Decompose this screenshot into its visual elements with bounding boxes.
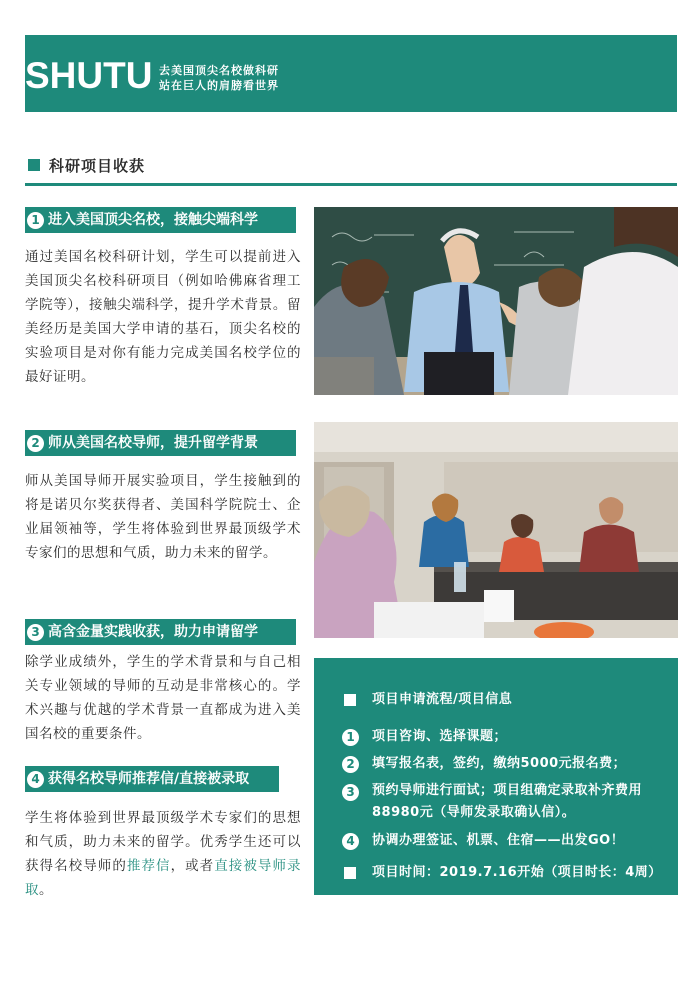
item-4-heading-text: 获得名校导师推荐信/直接被录取: [48, 771, 250, 787]
tagline-line-2: 站在巨人的肩膀看世界: [159, 79, 279, 92]
item-4-text-a: 学生将体验到世界最顶级学术专家们的思想和气质，助力未来的留学。优秀学生还可以获得名校导师的: [25, 810, 301, 874]
number-3-icon: 3: [27, 624, 44, 641]
square-bullet-icon: [344, 694, 356, 706]
logo: SHUTU: [25, 55, 153, 96]
step-2-text: 填写报名表，签约，缴纳5000元报名费；: [372, 756, 627, 771]
item-1-heading-text: 进入美国顶尖名校，接触尖端科学: [48, 212, 258, 228]
info-title: 项目申请流程/项目信息: [372, 692, 513, 707]
number-2-icon: 2: [342, 756, 359, 773]
item-3-text: 除学业成绩外，学生的学术背景和与自己相关专业领域的导师的互动是非常核心的。学术兴趣与优越的学术背景一直都成为进入美国名校的重要条件。: [25, 654, 301, 742]
number-1-icon: 1: [27, 212, 44, 229]
step-3-text: 预约导师进行面试；项目组确定录取补齐费用88980元（导师发录取确认信）。: [372, 783, 643, 820]
recommendation-letter-link[interactable]: 推荐信: [126, 858, 171, 874]
direct-admission-link[interactable]: 直接被导师录取: [25, 858, 302, 898]
project-time: 项目时间：2019.7.16开始（项目时长：4周）: [372, 865, 662, 880]
header-banner: [25, 35, 677, 112]
step-4-text: 协调办理签证、机票、住宿——出发GO！: [372, 833, 625, 848]
item-4-text-b: ，或者: [170, 858, 215, 874]
number-4-icon: 4: [342, 833, 359, 850]
tagline-line-1: 去美国顶尖名校做科研: [159, 64, 279, 77]
square-bullet-icon: [28, 159, 40, 171]
item-1-text: 通过美国名校科研计划，学生可以提前进入美国顶尖名校科研项目（例如哈佛麻省理工学院等），接触尖端科学，提升学术背景。留美经历是美国大学申请的基石，顶尖名校的实验项目是对你有能力完成美国名校学位的最好证明。: [25, 249, 301, 385]
number-4-icon: 4: [27, 771, 44, 788]
item-2-heading-text: 师从美国名校导师，提升留学背景: [48, 435, 258, 451]
square-bullet-icon: [344, 867, 356, 879]
item-4-heading: [25, 766, 279, 792]
item-1-heading: [25, 207, 296, 233]
item-4-text-c: 。: [39, 882, 53, 898]
project-info-box: [314, 658, 678, 895]
number-3-icon: 3: [342, 784, 359, 801]
seminar-photo: [314, 422, 678, 638]
item-3-heading: [25, 619, 296, 645]
item-3-heading-text: 高含金量实践收获，助力申请留学: [48, 624, 258, 640]
step-1-text: 项目咨询、选择课题；: [372, 729, 508, 744]
tagline: [159, 63, 279, 93]
item-4-text: [25, 806, 301, 902]
item-2-text: 师从美国导师开展实验项目，学生接触到的将是诺贝尔奖获得者、美国科学院院士、企业届领袖等，学生将体验到世界最顶级学术专家们的思想和气质，助力未来的留学。: [25, 473, 301, 561]
item-2-heading: [25, 430, 296, 456]
number-2-icon: 2: [27, 435, 44, 452]
section-title: 科研项目收获: [49, 157, 146, 175]
section-header: [25, 155, 677, 186]
number-1-icon: 1: [342, 729, 359, 746]
classroom-photo: [314, 207, 678, 395]
